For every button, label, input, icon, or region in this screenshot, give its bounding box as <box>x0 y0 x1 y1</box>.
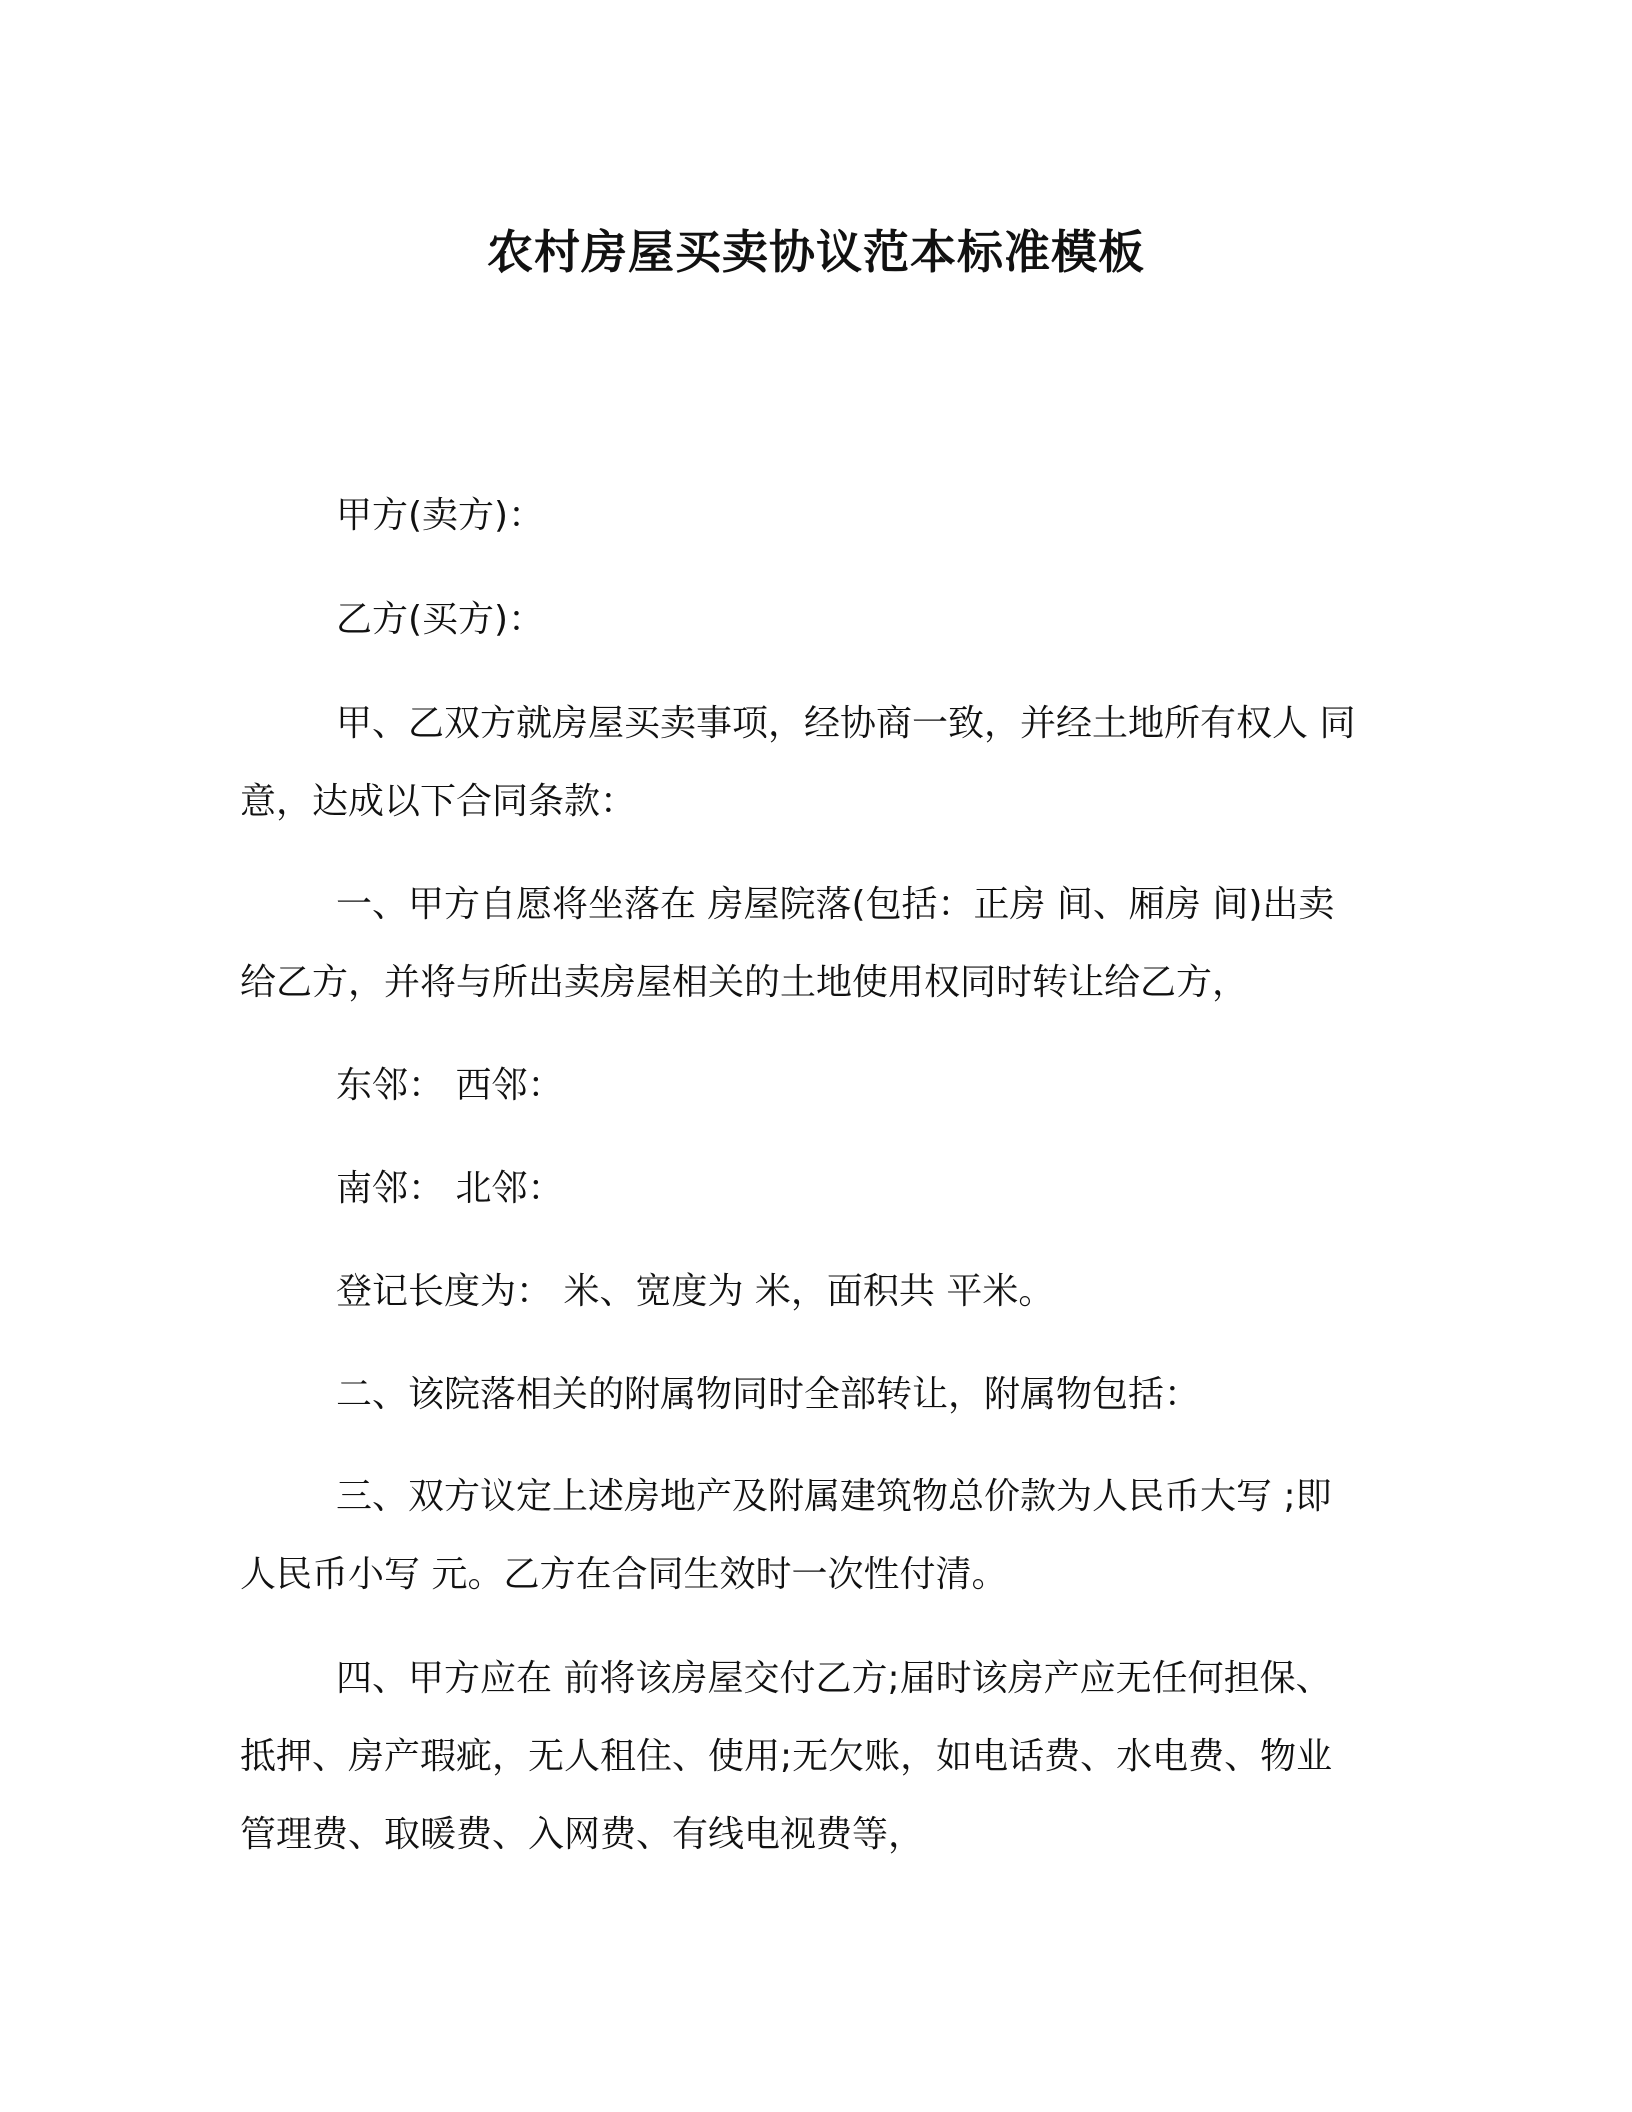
paragraph-preamble <box>240 685 1390 841</box>
text-line: 乙方(买方)： <box>336 599 545 640</box>
text-line: 给乙方，并将与所出卖房屋相关的土地使用权同时转让给乙方， <box>240 962 1249 1003</box>
text-line: 管理费、取暖费、入网费、有线电视费等， <box>240 1814 925 1855</box>
text-line: 一、甲方自愿将坐落在 房屋院落(包括：正房 间、厢房 间)出卖 <box>336 884 1335 925</box>
text-line: 甲、乙双方就房屋买卖事项，经协商一致，并经土地所有权人 同 <box>336 703 1356 744</box>
paragraph-party-a <box>240 477 1390 555</box>
document-title: 农村房屋买卖协议范本标准模板 <box>487 225 1145 279</box>
paragraph-dimensions <box>240 1253 1390 1331</box>
text-line: 意，达成以下合同条款： <box>240 781 637 822</box>
paragraph-clause-1 <box>240 866 1390 1022</box>
paragraph-clause-3 <box>240 1458 1390 1614</box>
text-line: 东邻： 西邻： <box>336 1065 564 1106</box>
text-line: 人民币小写 元。乙方在合同生效时一次性付清。 <box>240 1554 1008 1595</box>
text-line: 登记长度为： 米、宽度为 米，面积共 平米。 <box>336 1271 1055 1312</box>
text-line: 二、该院落相关的附属物同时全部转让，附属物包括： <box>336 1374 1201 1415</box>
text-line: 四、甲方应在 前将该房屋交付乙方;届时该房产应无任何担保、 <box>336 1658 1332 1699</box>
paragraph-south-north-neighbors <box>240 1150 1390 1228</box>
text-line: 三、双方议定上述房地产及附属建筑物总价款为人民币大写 ;即 <box>336 1476 1332 1517</box>
paragraph-party-b <box>240 581 1390 659</box>
text-line: 抵押、房产瑕疵，无人租住、使用;无欠账，如电话费、水电费、物业 <box>240 1736 1333 1777</box>
paragraph-clause-4 <box>240 1640 1390 1874</box>
paragraph-clause-2 <box>240 1356 1390 1434</box>
text-line: 南邻： 北邻： <box>336 1168 564 1209</box>
text-line: 甲方(卖方)： <box>336 495 545 536</box>
paragraph-east-west-neighbors <box>240 1047 1390 1125</box>
